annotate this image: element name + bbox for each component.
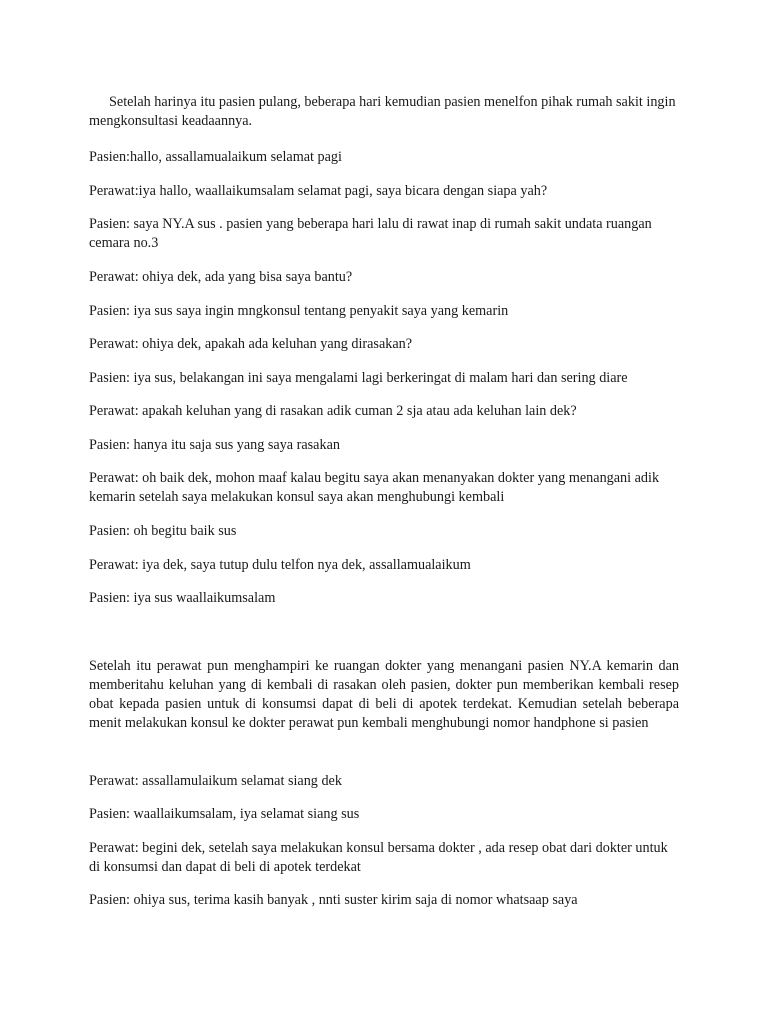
- dialogue-line: Pasien: hanya itu saja sus yang saya rasakan: [89, 437, 340, 453]
- dialogue-line: Pasien:hallo, assallamualaikum selamat pagi: [89, 149, 342, 165]
- intro-paragraph: Setelah harinya itu pasien pulang, beberapa hari kemudian pasien menelfon pihak rumah sakit ingin mengkonsultasi keadaannya.: [89, 94, 676, 129]
- dialogue-line: Pasien: oh begitu baik sus: [89, 523, 237, 539]
- dialogue-line: Perawat: assallamulaikum selamat siang dek: [89, 773, 342, 789]
- dialogue-line: Pasien: iya sus saya ingin mngkonsul tentang penyakit saya yang kemarin: [89, 303, 509, 319]
- dialogue-line: Pasien: iya sus waallaikumsalam: [89, 590, 276, 606]
- narration-paragraph: Setelah itu perawat pun menghampiri ke ruangan dokter yang menangani pasien NY.A kemarin dan memberitahu keluhan yang di kembali di rasakan oleh pasien, dokter pun memberikan kembali resep obat kepada pasien untuk di konsumsi dapat di beli di apotek terdekat. Kemudian setelah beberapa menit melakukan konsul ke dokter perawat pun kembali menghubungi nomor handphone si pasien: [89, 658, 679, 731]
- dialogue-line: Pasien: waallaikumsalam, iya selamat siang sus: [89, 806, 360, 822]
- dialogue-line: Pasien: saya NY.A sus . pasien yang beberapa hari lalu di rawat inap di rumah sakit undata ruangan cemara no.3: [89, 216, 652, 251]
- dialogue-line: Perawat: oh baik dek, mohon maaf kalau begitu saya akan menanyakan dokter yang menangani adik kemarin setelah saya melakukan konsul saya akan menghubungi kembali: [89, 470, 660, 505]
- dialogue-line: Perawat: ohiya dek, ada yang bisa saya bantu?: [89, 269, 353, 285]
- dialogue-line: Pasien: ohiya sus, terima kasih banyak , nnti suster kirim saja di nomor whatsaap saya: [89, 892, 578, 908]
- dialogue-line: Perawat: ohiya dek, apakah ada keluhan yang dirasakan?: [89, 336, 413, 352]
- dialogue-line: Perawat:iya hallo, waallaikumsalam selamat pagi, saya bicara dengan siapa yah?: [89, 183, 548, 199]
- dialogue-line: Pasien: iya sus, belakangan ini saya mengalami lagi berkeringat di malam hari dan sering diare: [89, 370, 628, 386]
- dialogue-line: Perawat: iya dek, saya tutup dulu telfon nya dek, assallamualaikum: [89, 557, 471, 573]
- dialogue-line: Perawat: begini dek, setelah saya melakukan konsul bersama dokter , ada resep obat dari dokter untuk di konsumsi dan dapat di beli di apotek terdekat: [89, 840, 668, 875]
- dialogue-line: Perawat: apakah keluhan yang di rasakan adik cuman 2 sja atau ada keluhan lain dek?: [89, 403, 577, 419]
